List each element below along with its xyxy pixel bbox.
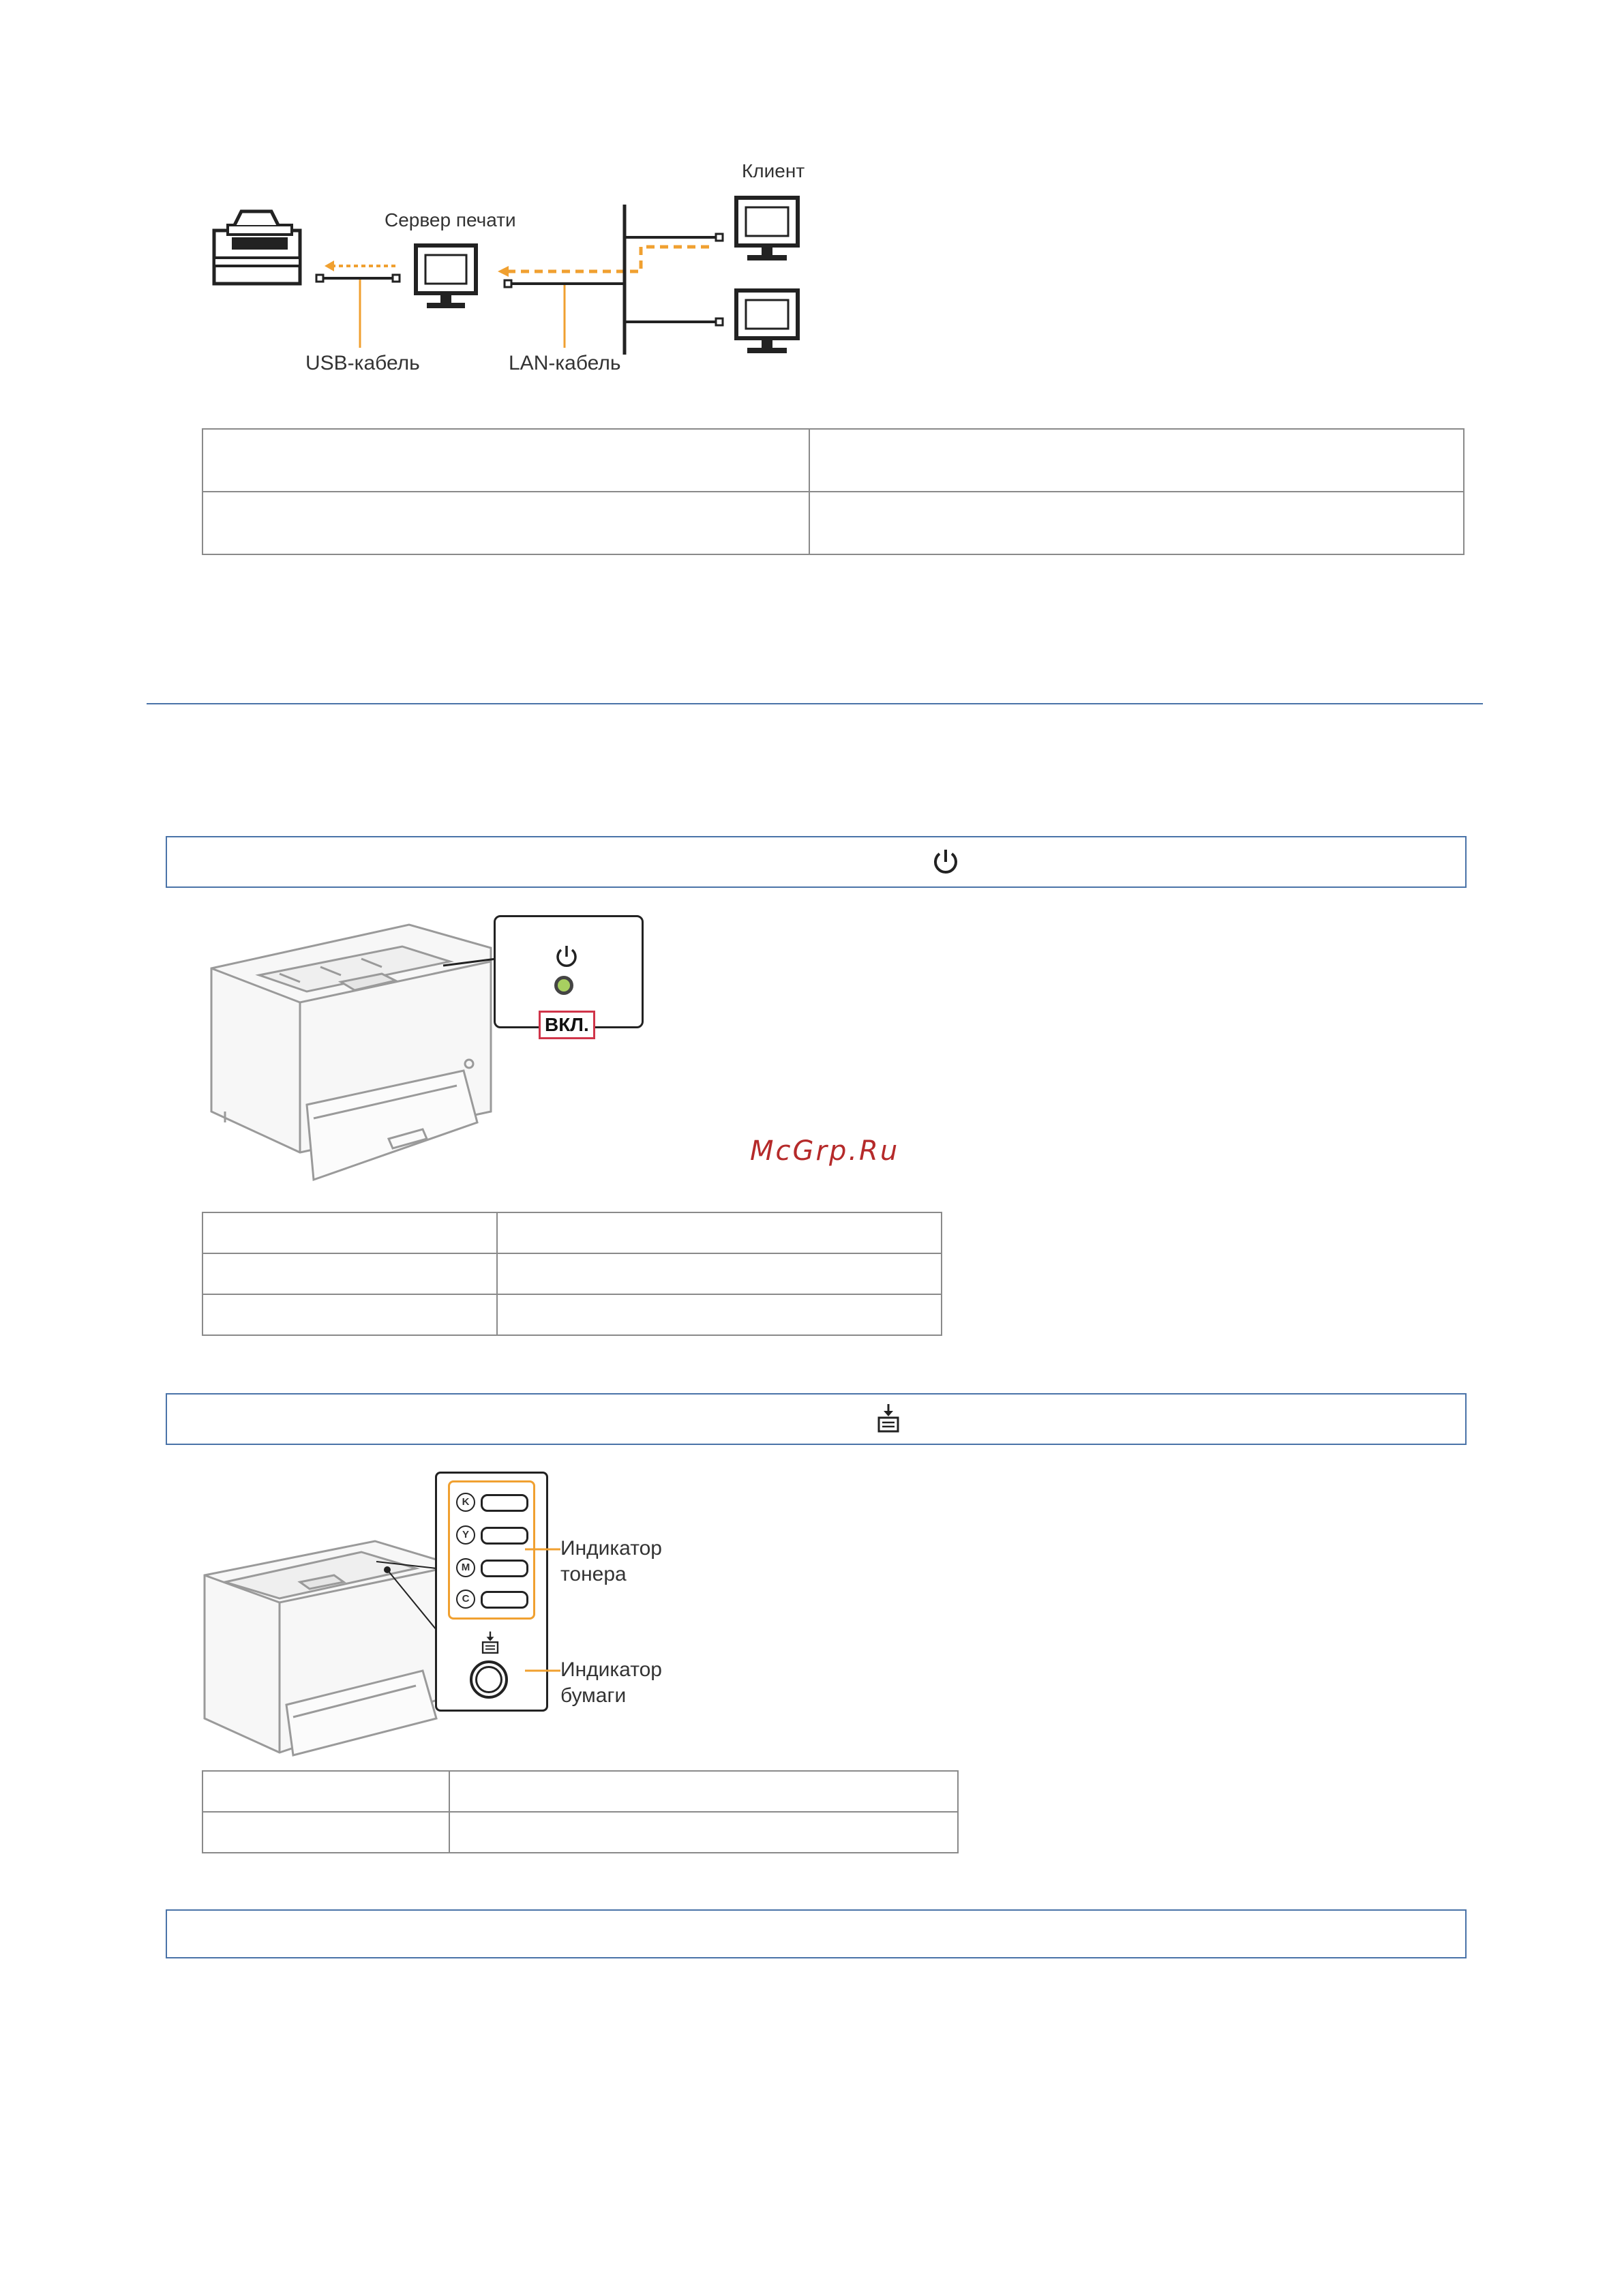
table-cell xyxy=(497,1212,942,1253)
print-server-label: Сервер печати xyxy=(385,209,516,230)
power-icon xyxy=(554,944,579,969)
paper-icon xyxy=(875,1403,902,1434)
toner-y-badge: Y xyxy=(456,1525,475,1545)
table-cell xyxy=(202,1212,497,1253)
client-monitor-icon xyxy=(736,290,798,353)
section-divider xyxy=(147,703,1483,704)
table-cell xyxy=(202,429,809,492)
client-label: Клиент xyxy=(742,160,805,181)
table-row xyxy=(202,492,1464,554)
toner-indicator-label-line2: тонера xyxy=(560,1563,627,1585)
watermark: McGrp.Ru xyxy=(750,1135,900,1167)
table-row xyxy=(202,1294,942,1335)
table-row xyxy=(202,1212,942,1253)
paper-table xyxy=(202,1770,959,1853)
toner-c-indicator xyxy=(481,1591,528,1609)
paper-indicator-label-line1: Индикатор xyxy=(560,1658,662,1681)
table-cell xyxy=(202,1771,449,1812)
toner-m-indicator xyxy=(481,1560,528,1577)
paper-indicator-label-line2: бумаги xyxy=(560,1684,627,1707)
next-section-header xyxy=(166,1909,1467,1958)
table-cell xyxy=(809,429,1464,492)
toner-indicator-label xyxy=(560,1536,662,1587)
paper-section-header xyxy=(166,1393,1467,1445)
paper-indicator-label xyxy=(560,1657,662,1709)
power-led xyxy=(554,976,573,995)
table-row xyxy=(202,1253,942,1294)
network-table xyxy=(202,428,1465,555)
toner-c-badge: C xyxy=(456,1590,475,1609)
network-diagram xyxy=(191,150,873,396)
table-cell xyxy=(202,1294,497,1335)
toner-indicator-label-line1: Индикатор xyxy=(560,1537,662,1560)
table-cell xyxy=(497,1294,942,1335)
power-icon xyxy=(931,847,961,877)
toner-k-indicator xyxy=(481,1494,528,1512)
toner-m-badge: M xyxy=(456,1558,475,1577)
table-cell xyxy=(202,1812,449,1853)
table-row xyxy=(202,1771,958,1812)
paper-icon xyxy=(479,1630,501,1655)
table-cell xyxy=(809,492,1464,554)
client-monitor-icon xyxy=(736,198,798,260)
paper-indicator-button xyxy=(470,1660,508,1699)
table-cell xyxy=(497,1253,942,1294)
lan-cable-label: LAN-кабель xyxy=(509,352,621,374)
power-table xyxy=(202,1212,942,1336)
table-row xyxy=(202,1812,958,1853)
toner-y-indicator xyxy=(481,1527,528,1545)
table-cell xyxy=(202,1253,497,1294)
server-monitor-icon xyxy=(416,245,476,308)
printer-icon xyxy=(214,211,300,284)
power-state-label: ВКЛ. xyxy=(539,1011,595,1039)
table-cell xyxy=(449,1771,958,1812)
usb-cable-label: USB-кабель xyxy=(305,352,420,374)
toner-k-badge: K xyxy=(456,1493,475,1512)
table-cell xyxy=(202,492,809,554)
table-row xyxy=(202,429,1464,492)
table-cell xyxy=(449,1812,958,1853)
indicator-leader-lines xyxy=(525,1541,566,1678)
power-section-header xyxy=(166,836,1467,888)
